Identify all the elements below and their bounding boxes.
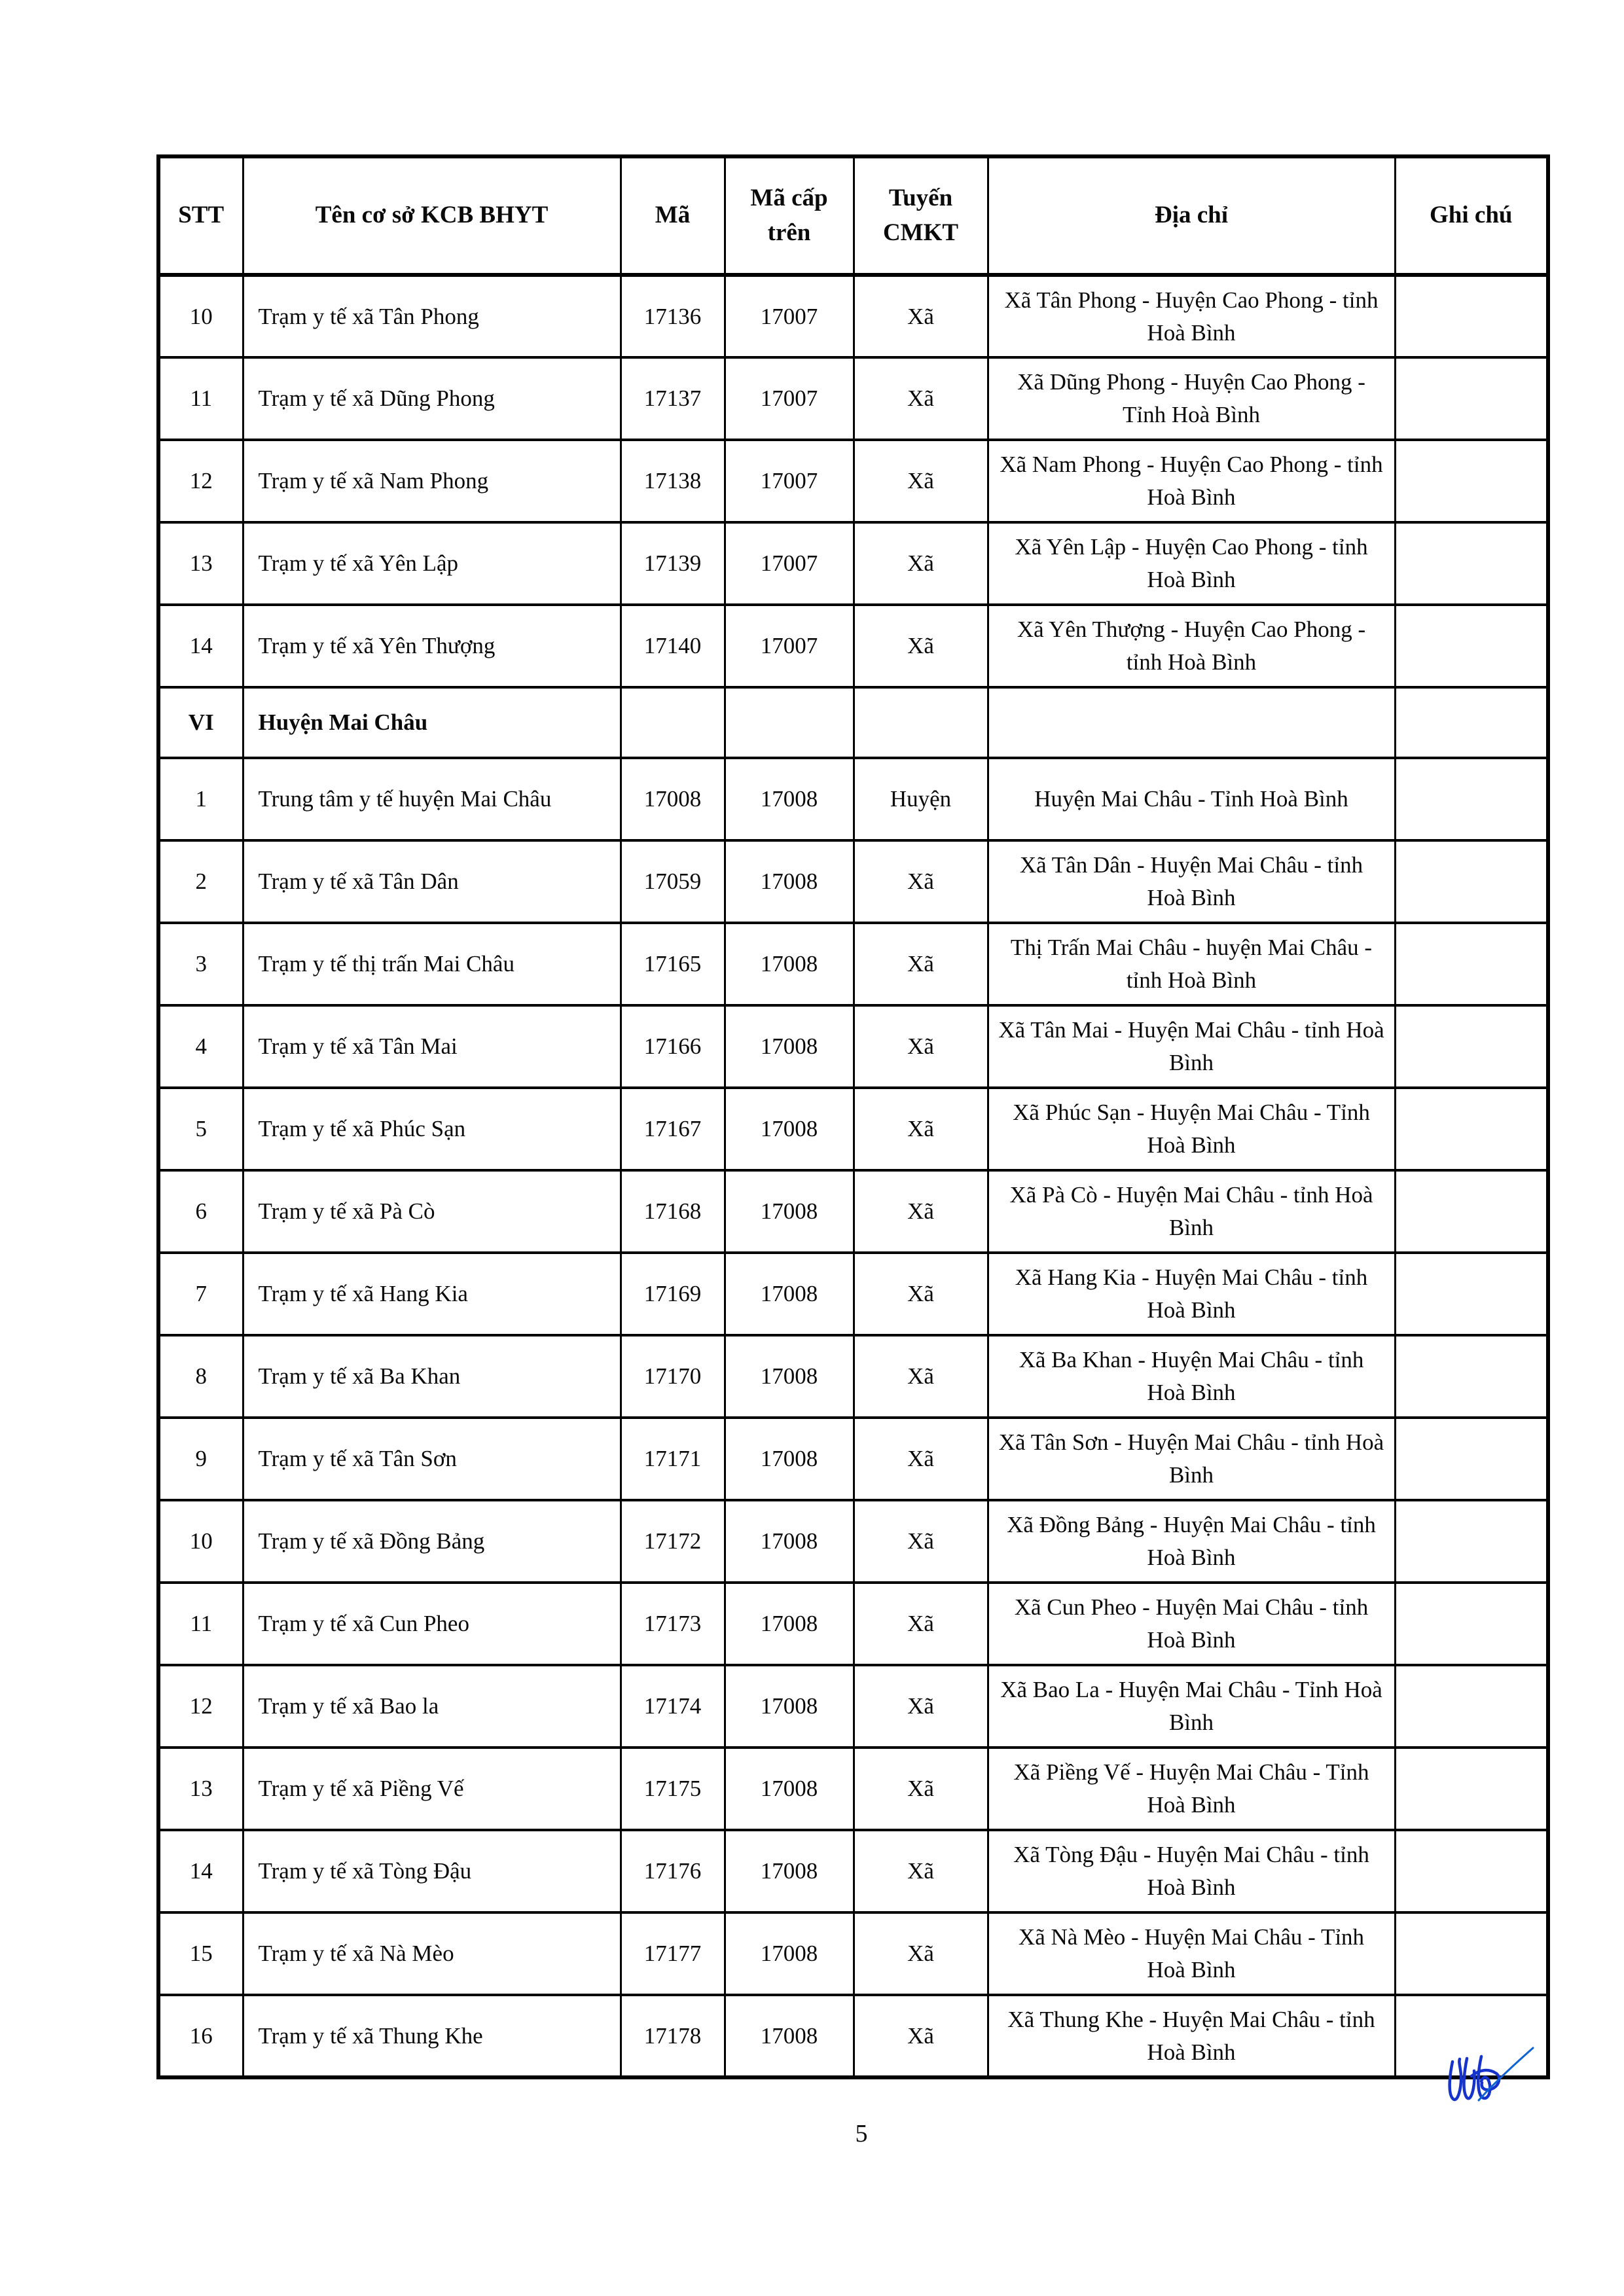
- cell-stt: 13: [158, 1748, 243, 1830]
- cell-stt: 15: [158, 1912, 243, 1995]
- cell-stt: 13: [158, 522, 243, 605]
- cell-note: [1395, 923, 1548, 1005]
- cell-parent-code: 17008: [725, 1500, 854, 1583]
- cell-parent-code: [725, 687, 854, 758]
- cell-facility-name: Trạm y tế xã Tân Phong: [243, 275, 621, 357]
- table-row: [158, 1995, 1548, 2077]
- cell-parent-code: 17007: [725, 275, 854, 357]
- cell-level: Xã: [854, 1253, 988, 1335]
- table-row: [158, 1335, 1548, 1418]
- cell-facility-name: Trạm y tế xã Hang Kia: [243, 1253, 621, 1335]
- cell-level: Xã: [854, 1500, 988, 1583]
- cell-level: Xã: [854, 522, 988, 605]
- cell-note: [1395, 840, 1548, 923]
- column-header-addr: Địa chỉ: [988, 156, 1395, 275]
- cell-facility-name: Trạm y tế xã Yên Thượng: [243, 605, 621, 687]
- column-header-level: Tuyến CMKT: [854, 156, 988, 275]
- cell-address: Xã Yên Lập - Huyện Cao Phong - tỉnh Hoà Bình: [988, 522, 1395, 605]
- table-row: [158, 840, 1548, 923]
- cell-code: 17139: [621, 522, 725, 605]
- table-row: [158, 1912, 1548, 1995]
- cell-facility-name: Trạm y tế xã Nà Mèo: [243, 1912, 621, 1995]
- cell-note: [1395, 758, 1548, 840]
- page-number: 5: [855, 2120, 868, 2147]
- cell-code: 17167: [621, 1088, 725, 1170]
- cell-parent-code: 17008: [725, 758, 854, 840]
- cell-note: [1395, 1665, 1548, 1748]
- cell-level: Xã: [854, 1005, 988, 1088]
- cell-parent-code: 17007: [725, 357, 854, 440]
- cell-level: Xã: [854, 1830, 988, 1912]
- cell-level: Xã: [854, 440, 988, 522]
- cell-note: [1395, 1170, 1548, 1253]
- cell-address: Xã Cun Pheo - Huyện Mai Châu - tỉnh Hoà Bình: [988, 1583, 1395, 1665]
- table-header-row: [158, 156, 1548, 275]
- cell-parent-code: 17008: [725, 1830, 854, 1912]
- cell-stt: 11: [158, 357, 243, 440]
- cell-facility-name: Trạm y tế xã Pà Cò: [243, 1170, 621, 1253]
- cell-stt: 14: [158, 1830, 243, 1912]
- cell-facility-name: Trạm y tế thị trấn Mai Châu: [243, 923, 621, 1005]
- cell-facility-name: Trạm y tế xã Ba Khan: [243, 1335, 621, 1418]
- cell-parent-code: 17008: [725, 1170, 854, 1253]
- table-row: [158, 1500, 1548, 1583]
- cell-note: [1395, 1748, 1548, 1830]
- table-row: [158, 275, 1548, 357]
- cell-facility-name: Trạm y tế xã Thung Khe: [243, 1995, 621, 2077]
- cell-level: Xã: [854, 1088, 988, 1170]
- cell-level: Xã: [854, 357, 988, 440]
- column-header-name: Tên cơ sở KCB BHYT: [243, 156, 621, 275]
- table-row: [158, 1583, 1548, 1665]
- cell-stt: 11: [158, 1583, 243, 1665]
- cell-note: [1395, 687, 1548, 758]
- cell-level: Xã: [854, 1583, 988, 1665]
- cell-level: Xã: [854, 275, 988, 357]
- cell-code: 17137: [621, 357, 725, 440]
- cell-code: 17169: [621, 1253, 725, 1335]
- cell-note: [1395, 275, 1548, 357]
- cell-note: [1395, 1418, 1548, 1500]
- cell-address: Xã Tân Phong - Huyện Cao Phong - tỉnh Hoà Bình: [988, 275, 1395, 357]
- cell-address: Huyện Mai Châu - Tỉnh Hoà Bình: [988, 758, 1395, 840]
- cell-code: 17172: [621, 1500, 725, 1583]
- cell-facility-name: Trạm y tế xã Dũng Phong: [243, 357, 621, 440]
- cell-facility-name: Trạm y tế xã Bao la: [243, 1665, 621, 1748]
- table-row: [158, 1005, 1548, 1088]
- cell-note: [1395, 1583, 1548, 1665]
- cell-facility-name: Trạm y tế xã Yên Lập: [243, 522, 621, 605]
- cell-address: Thị Trấn Mai Châu - huyện Mai Châu - tỉnh Hoà Bình: [988, 923, 1395, 1005]
- cell-stt: 12: [158, 1665, 243, 1748]
- cell-facility-name: Trạm y tế xã Đồng Bảng: [243, 1500, 621, 1583]
- cell-parent-code: 17008: [725, 1995, 854, 2077]
- cell-address: Xã Thung Khe - Huyện Mai Châu - tỉnh Hoà Bình: [988, 1995, 1395, 2077]
- cell-parent-code: 17008: [725, 1583, 854, 1665]
- cell-code: 17178: [621, 1995, 725, 2077]
- cell-stt: 10: [158, 275, 243, 357]
- cell-address: Xã Piềng Vế - Huyện Mai Châu - Tỉnh Hoà Bình: [988, 1748, 1395, 1830]
- cell-note: [1395, 1830, 1548, 1912]
- cell-facility-name: Trạm y tế xã Cun Pheo: [243, 1583, 621, 1665]
- cell-address: Xã Dũng Phong - Huyện Cao Phong - Tỉnh Hoà Bình: [988, 357, 1395, 440]
- column-header-parent: Mã cấp trên: [725, 156, 854, 275]
- table-row: [158, 923, 1548, 1005]
- facility-table-wrap: [156, 154, 1546, 2079]
- cell-note: [1395, 522, 1548, 605]
- cell-parent-code: 17008: [725, 1912, 854, 1995]
- table-row: [158, 522, 1548, 605]
- table-header: [158, 156, 1548, 275]
- cell-level: Xã: [854, 840, 988, 923]
- cell-parent-code: 17008: [725, 1005, 854, 1088]
- cell-address: Xã Hang Kia - Huyện Mai Châu - tỉnh Hoà Bình: [988, 1253, 1395, 1335]
- cell-address: Xã Yên Thượng - Huyện Cao Phong - tỉnh Hoà Bình: [988, 605, 1395, 687]
- cell-stt: 1: [158, 758, 243, 840]
- cell-address: Xã Tòng Đậu - Huyện Mai Châu - tỉnh Hoà Bình: [988, 1830, 1395, 1912]
- cell-code: 17138: [621, 440, 725, 522]
- cell-level: Xã: [854, 1912, 988, 1995]
- cell-parent-code: 17007: [725, 605, 854, 687]
- cell-level: Xã: [854, 1170, 988, 1253]
- cell-address: Xã Pà Cò - Huyện Mai Châu - tỉnh Hoà Bình: [988, 1170, 1395, 1253]
- cell-code: 17174: [621, 1665, 725, 1748]
- cell-facility-name: Huyện Mai Châu: [243, 687, 621, 758]
- facility-table: [156, 154, 1550, 2079]
- cell-level: [854, 687, 988, 758]
- cell-stt: 8: [158, 1335, 243, 1418]
- cell-level: Xã: [854, 1418, 988, 1500]
- cell-stt: 16: [158, 1995, 243, 2077]
- table-row: [158, 1170, 1548, 1253]
- table-row: [158, 1418, 1548, 1500]
- cell-facility-name: Trung tâm y tế huyện Mai Châu: [243, 758, 621, 840]
- cell-code: 17059: [621, 840, 725, 923]
- table-row: [158, 440, 1548, 522]
- cell-parent-code: 17008: [725, 840, 854, 923]
- cell-note: [1395, 1335, 1548, 1418]
- cell-stt: 7: [158, 1253, 243, 1335]
- cell-stt: 14: [158, 605, 243, 687]
- signature-squiggle-stroke: [1450, 2056, 1500, 2100]
- table-row: [158, 357, 1548, 440]
- cell-code: [621, 687, 725, 758]
- cell-facility-name: Trạm y tế xã Tân Sơn: [243, 1418, 621, 1500]
- cell-parent-code: 17008: [725, 1665, 854, 1748]
- cell-code: 17166: [621, 1005, 725, 1088]
- cell-stt: 9: [158, 1418, 243, 1500]
- table-body: [158, 275, 1548, 2077]
- table-row: [158, 687, 1548, 758]
- table-row: [158, 1748, 1548, 1830]
- cell-level: Xã: [854, 1995, 988, 2077]
- cell-code: 17165: [621, 923, 725, 1005]
- cell-code: 17171: [621, 1418, 725, 1500]
- cell-facility-name: Trạm y tế xã Tân Dân: [243, 840, 621, 923]
- table-row: [158, 1665, 1548, 1748]
- cell-facility-name: Trạm y tế xã Phúc Sạn: [243, 1088, 621, 1170]
- cell-parent-code: 17008: [725, 923, 854, 1005]
- cell-facility-name: Trạm y tế xã Tân Mai: [243, 1005, 621, 1088]
- signature-slash-stroke: [1479, 2048, 1533, 2100]
- cell-parent-code: 17007: [725, 440, 854, 522]
- cell-address: Xã Ba Khan - Huyện Mai Châu - tỉnh Hoà Bình: [988, 1335, 1395, 1418]
- cell-address: Xã Bao La - Huyện Mai Châu - Tỉnh Hoà Bình: [988, 1665, 1395, 1748]
- cell-code: 17175: [621, 1748, 725, 1830]
- cell-level: Xã: [854, 923, 988, 1005]
- column-header-note: Ghi chú: [1395, 156, 1548, 275]
- cell-code: 17177: [621, 1912, 725, 1995]
- cell-stt: 3: [158, 923, 243, 1005]
- cell-facility-name: Trạm y tế xã Tòng Đậu: [243, 1830, 621, 1912]
- column-header-code: Mã: [621, 156, 725, 275]
- cell-stt: VI: [158, 687, 243, 758]
- table-row: [158, 1253, 1548, 1335]
- cell-code: 17173: [621, 1583, 725, 1665]
- cell-code: 17008: [621, 758, 725, 840]
- cell-stt: 4: [158, 1005, 243, 1088]
- cell-level: Xã: [854, 1748, 988, 1830]
- cell-stt: 2: [158, 840, 243, 923]
- cell-note: [1395, 605, 1548, 687]
- table-row: [158, 1088, 1548, 1170]
- cell-code: 17168: [621, 1170, 725, 1253]
- cell-address: Xã Tân Dân - Huyện Mai Châu - tỉnh Hoà Bình: [988, 840, 1395, 923]
- cell-note: [1395, 440, 1548, 522]
- cell-address: Xã Tân Sơn - Huyện Mai Châu - tỉnh Hoà Bình: [988, 1418, 1395, 1500]
- cell-note: [1395, 1253, 1548, 1335]
- cell-parent-code: 17008: [725, 1088, 854, 1170]
- cell-facility-name: Trạm y tế xã Piềng Vế: [243, 1748, 621, 1830]
- cell-code: 17170: [621, 1335, 725, 1418]
- cell-parent-code: 17008: [725, 1253, 854, 1335]
- cell-address: Xã Tân Mai - Huyện Mai Châu - tỉnh Hoà Bình: [988, 1005, 1395, 1088]
- cell-note: [1395, 1500, 1548, 1583]
- cell-facility-name: Trạm y tế xã Nam Phong: [243, 440, 621, 522]
- table-row: [158, 605, 1548, 687]
- cell-note: [1395, 1005, 1548, 1088]
- signature: [1437, 2037, 1549, 2122]
- cell-stt: 5: [158, 1088, 243, 1170]
- cell-note: [1395, 1912, 1548, 1995]
- cell-level: Xã: [854, 605, 988, 687]
- cell-level: Xã: [854, 1335, 988, 1418]
- cell-address: Xã Phúc Sạn - Huyện Mai Châu - Tỉnh Hoà Bình: [988, 1088, 1395, 1170]
- cell-note: [1395, 1088, 1548, 1170]
- table-row: [158, 758, 1548, 840]
- cell-parent-code: 17008: [725, 1418, 854, 1500]
- cell-level: Xã: [854, 1665, 988, 1748]
- cell-parent-code: 17007: [725, 522, 854, 605]
- cell-code: 17140: [621, 605, 725, 687]
- cell-stt: 6: [158, 1170, 243, 1253]
- cell-stt: 10: [158, 1500, 243, 1583]
- cell-address: Xã Đồng Bảng - Huyện Mai Châu - tỉnh Hoà Bình: [988, 1500, 1395, 1583]
- cell-level: Huyện: [854, 758, 988, 840]
- cell-code: 17136: [621, 275, 725, 357]
- cell-note: [1395, 357, 1548, 440]
- cell-address: Xã Nà Mèo - Huyện Mai Châu - Tỉnh Hoà Bình: [988, 1912, 1395, 1995]
- cell-address: [988, 687, 1395, 758]
- cell-address: Xã Nam Phong - Huyện Cao Phong - tỉnh Hoà Bình: [988, 440, 1395, 522]
- cell-code: 17176: [621, 1830, 725, 1912]
- table-row: [158, 1830, 1548, 1912]
- cell-parent-code: 17008: [725, 1748, 854, 1830]
- cell-stt: 12: [158, 440, 243, 522]
- cell-parent-code: 17008: [725, 1335, 854, 1418]
- column-header-stt: STT: [158, 156, 243, 275]
